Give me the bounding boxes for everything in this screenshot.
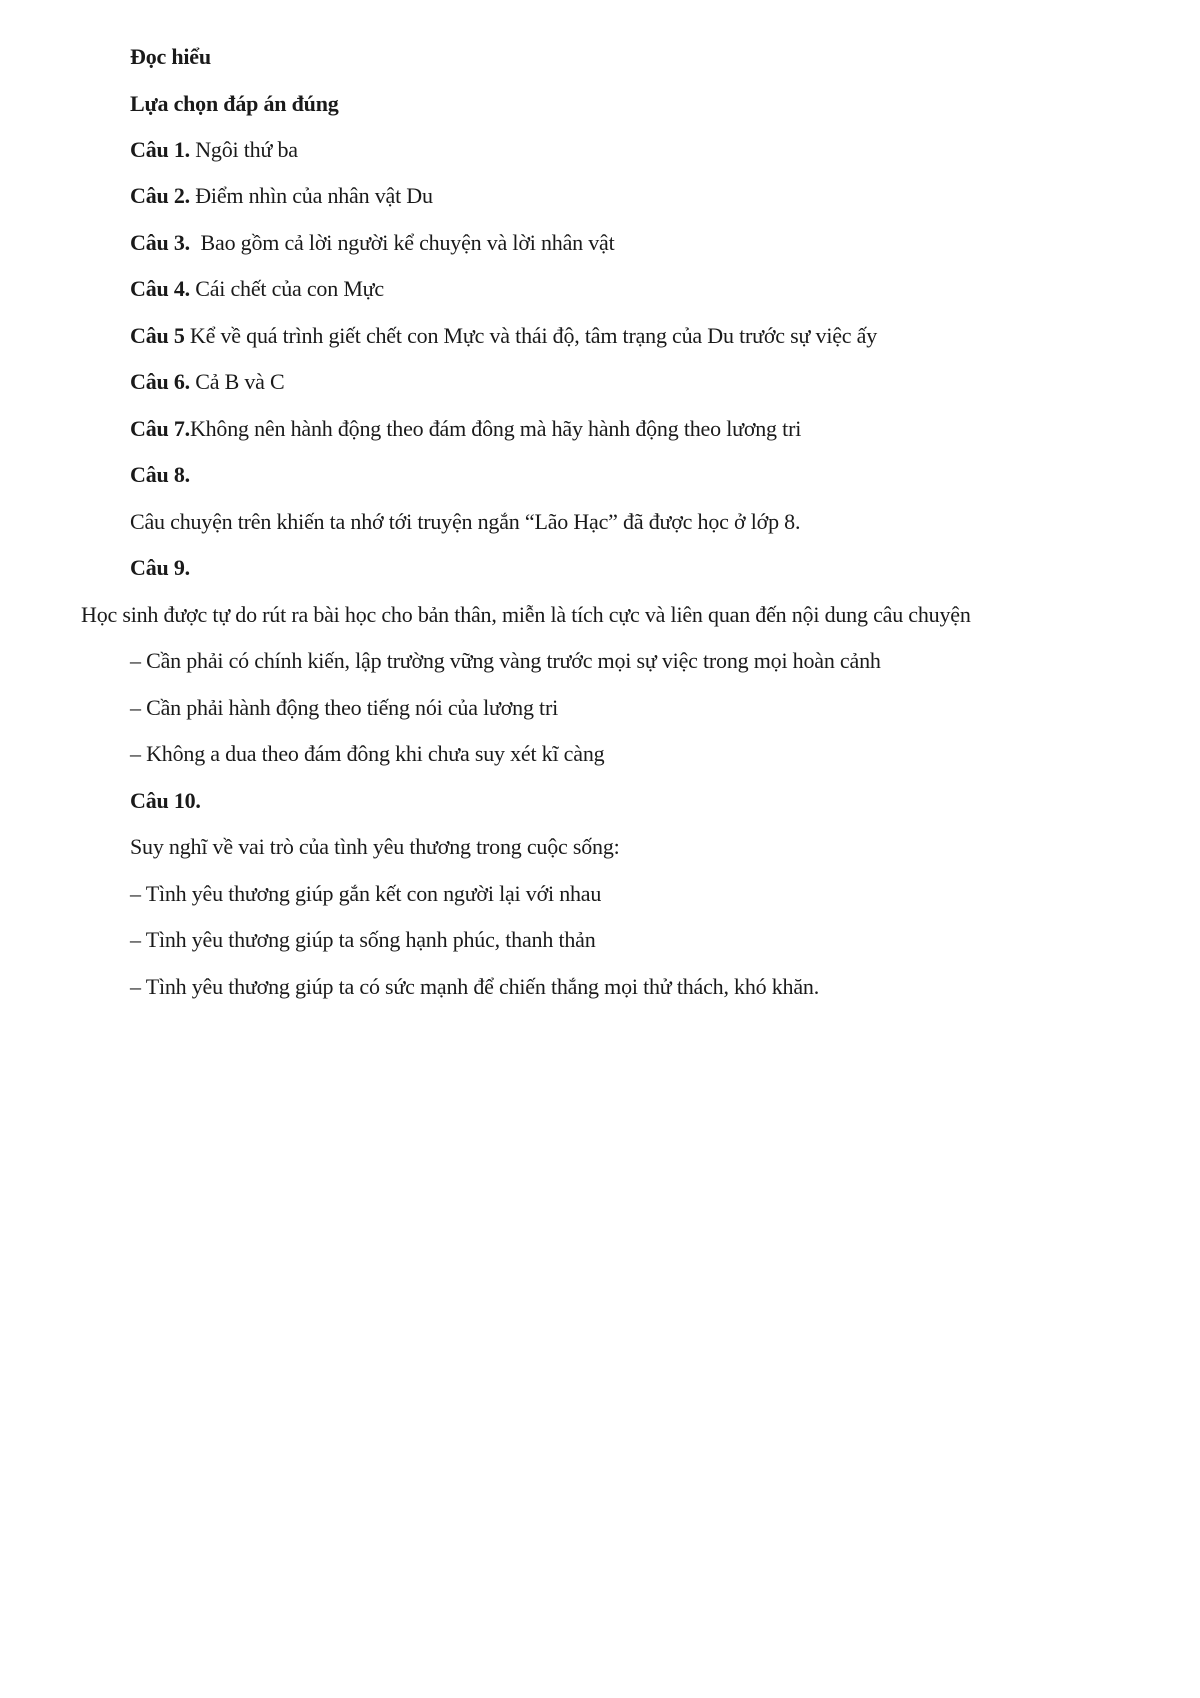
answer-6	[130, 367, 285, 397]
question-10-point: – Tình yêu thương giúp ta có sức mạnh để chiến thắng mọi thử thách, khó khăn.	[130, 974, 820, 999]
answer-text: Kể về quá trình giết chết con Mực và thái độ, tâm trạng của Du trước sự việc ấy	[184, 323, 878, 348]
section-title: Đọc hiểu	[130, 44, 211, 69]
answer-label: Câu 2.	[130, 183, 190, 208]
answer-1	[130, 135, 298, 165]
question-10-point: – Tình yêu thương giúp ta sống hạnh phúc, thanh thản	[130, 927, 596, 952]
question-9-label: Câu 9.	[130, 555, 190, 580]
answer-text: Bao gồm cả lời người kể chuyện và lời nhân vật	[189, 230, 615, 255]
answer-label: Câu 4.	[130, 276, 190, 301]
question-9-point: – Cần phải hành động theo tiếng nói của lương tri	[130, 695, 559, 720]
answer-4	[130, 274, 384, 304]
answer-label: Câu 3.	[130, 230, 190, 255]
question-8-label: Câu 8.	[130, 462, 190, 487]
subsection-title: Lựa chọn đáp án đúng	[130, 91, 339, 116]
question-8-text: Câu chuyện trên khiến ta nhớ tới truyện ngắn “Lão Hạc” đã được học ở lớp 8.	[130, 509, 801, 534]
answer-label: Câu 1.	[130, 137, 190, 162]
answer-text: Điểm nhìn của nhân vật Du	[189, 183, 433, 208]
question-10-label: Câu 10.	[130, 788, 201, 813]
question-9-intro: Học sinh được tự do rút ra bài học cho bản thân, miễn là tích cực và liên quan đến nội dung câu chuyện	[81, 602, 971, 627]
answer-5	[130, 321, 877, 351]
answer-label: Câu 6.	[130, 369, 190, 394]
answer-text: Không nên hành động theo đám đông mà hãy hành động theo lương tri	[189, 416, 802, 441]
answer-text: Ngôi thứ ba	[189, 137, 298, 162]
answer-7	[130, 414, 801, 444]
answer-text: Cái chết của con Mực	[189, 276, 384, 301]
answer-label: Câu 5	[130, 323, 185, 348]
question-9-point: – Không a dua theo đám đông khi chưa suy xét kĩ càng	[130, 741, 605, 766]
question-9-point: – Cần phải có chính kiến, lập trường vững vàng trước mọi sự việc trong mọi hoàn cảnh	[130, 648, 881, 673]
question-10-point: – Tình yêu thương giúp gắn kết con người lại với nhau	[130, 881, 602, 906]
answer-label: Câu 7.	[130, 416, 190, 441]
question-10-intro: Suy nghĩ về vai trò của tình yêu thương trong cuộc sống:	[130, 834, 620, 859]
answer-text: Cả B và C	[189, 369, 285, 394]
answer-2	[130, 181, 433, 211]
answer-3	[130, 228, 615, 258]
